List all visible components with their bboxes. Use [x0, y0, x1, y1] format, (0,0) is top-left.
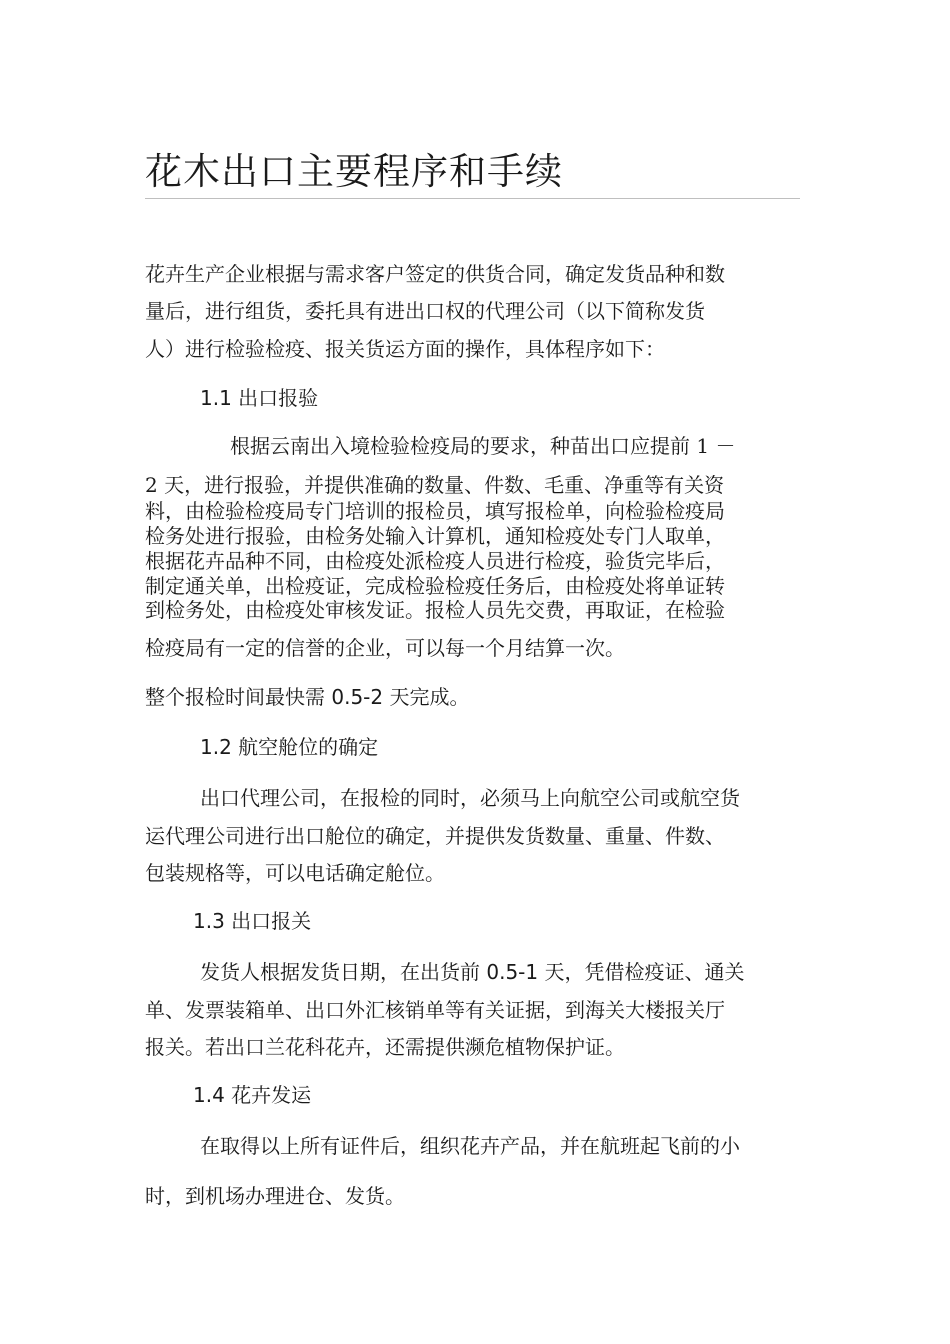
- section-number: 1.2: [200, 735, 232, 759]
- section-number: 1.3: [193, 909, 225, 933]
- section-1-1-line-6: 制定通关单，出检疫证，完成检验检疫任务后，由检疫处将单证转: [145, 574, 725, 598]
- section-1-1-line-3: 料，由检验检疫局专门培训的报检员，填写报检单，向检验检疫局: [145, 499, 725, 523]
- section-1-3-line-2: 单、发票装箱单、出口外汇核销单等有关证据，到海关大楼报关厅: [145, 998, 725, 1022]
- page-title: 花木出口主要程序和手续: [145, 150, 563, 193]
- section-number: 1.4: [193, 1083, 225, 1107]
- section-1-2-line-1: 出口代理公司，在报检的同时，必须马上向航空公司或航空货: [200, 786, 740, 810]
- section-1-3-line-3: 报关。若出口兰花科花卉，还需提供濒危植物保护证。: [145, 1035, 625, 1059]
- closing-prefix: 整个报检时间最快需: [145, 685, 332, 709]
- section-1-1-closing: [145, 685, 469, 709]
- line-suffix: 天，凭借检疫证、通关: [538, 960, 745, 984]
- section-number: 1.1: [200, 386, 232, 410]
- intro-line-3: 人）进行检验检疫、报关货运方面的操作，具体程序如下：: [145, 337, 665, 361]
- section-1-4-line-2: 时，到机场办理进仓、发货。: [145, 1184, 405, 1208]
- section-1-2-line-2: 运代理公司进行出口舱位的确定，并提供发货数量、重量、件数、: [145, 824, 725, 848]
- line-prefix: 发货人根据发货日期，在出货前: [200, 960, 487, 984]
- section-heading-text: 出口报验: [231, 386, 319, 410]
- section-heading-1-1: [200, 386, 318, 410]
- section-1-1-line-1: 根据云南出入境检验检疫局的要求，种苗出口应提前 1 －: [230, 434, 736, 458]
- closing-suffix: 天完成。: [383, 685, 470, 709]
- section-1-1-line-4: 检务处进行报验，由检务处输入计算机，通知检疫处专门人取单，: [145, 524, 725, 548]
- section-heading-text: 航空舱位的确定: [231, 735, 379, 759]
- section-heading-1-2: [200, 735, 378, 759]
- section-heading-text: 花卉发运: [224, 1083, 312, 1107]
- section-1-3-line-1: [200, 960, 744, 984]
- section-heading-1-4: [193, 1083, 311, 1107]
- line-number: 0.5-1: [486, 960, 539, 984]
- section-1-1-line-7: 到检务处，由检疫处审核发证。报检人员先交费，再取证，在检验: [145, 598, 725, 622]
- intro-line-1: 花卉生产企业根据与需求客户签定的供货合同，确定发货品种和数: [145, 262, 725, 286]
- intro-line-2: 量后，进行组货，委托具有进出口权的代理公司（以下简称发货: [145, 299, 705, 323]
- section-1-4-line-1: 在取得以上所有证件后，组织花卉产品，并在航班起飞前的小: [200, 1134, 740, 1158]
- section-heading-text: 出口报关: [224, 909, 312, 933]
- section-1-1-line-2: 2 天，进行报验，并提供准确的数量、件数、毛重、净重等有关资: [145, 473, 725, 497]
- title-divider: [145, 198, 800, 199]
- section-1-1-line-5: 根据花卉品种不同，由检疫处派检疫人员进行检疫，验货完毕后，: [145, 549, 725, 573]
- section-1-1-line-8: 检疫局有一定的信誉的企业，可以每一个月结算一次。: [145, 636, 625, 660]
- section-1-2-line-3: 包装规格等，可以电话确定舱位。: [145, 861, 445, 885]
- section-heading-1-3: [193, 909, 311, 933]
- closing-number: 0.5-2: [331, 685, 384, 709]
